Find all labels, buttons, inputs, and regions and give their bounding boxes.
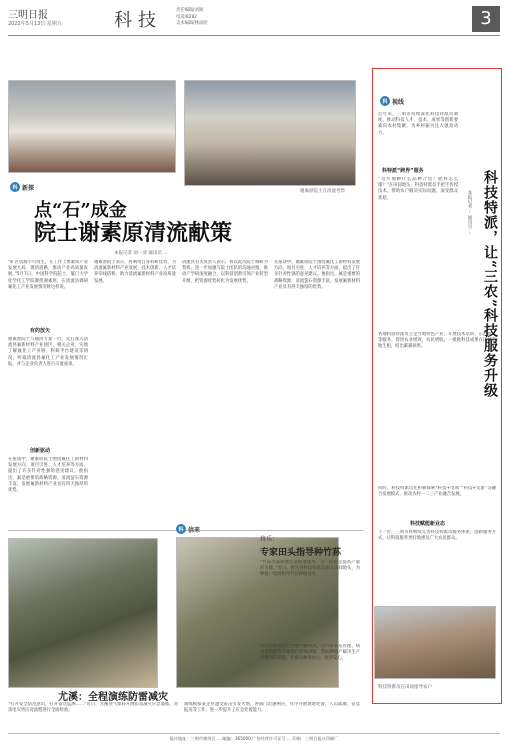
column-badge <box>380 96 404 106</box>
lead-headline: 院士谢素原清流献策 <box>34 220 233 246</box>
lead-paragraph: 在座谈中，谢素原院士围绕氟化工新材料发展方向、项目引进、人才培养等方面，提出了许多针对性强的意见建议。他指出，氟是重要的战略资源，清流萤石资源丰富，发展氟新材料产业具有得天独厚的优势。 <box>274 260 360 290</box>
staff-line: 美术编辑/林雨欣 <box>176 21 208 26</box>
mentor-paragraph: “竹荪出菇期要注意保湿通风，这一阶段是提高产量的关键。”近日，将乐县科技特派员深入田间地头，为种植户现场指导竹荪种植技术。 <box>260 560 360 578</box>
lead-subhead: 创新驱动 <box>30 448 51 454</box>
drill-photo <box>8 538 158 688</box>
drill-paragraph: 演练模拟某企业遭受雷击引发火情，各部门迅速响应，有序开展现场处置、人员疏散、信息报送等工作，进一步提升了应急处置能力。 <box>184 702 360 714</box>
lead-photo-group <box>184 80 356 186</box>
sidebar-byline: 本报记者 ... 通讯员 ... <box>467 190 472 235</box>
badge-icon: 科 <box>176 524 186 534</box>
lead-headline-kicker: 点“石”成金 <box>34 200 127 221</box>
photo-caption: 谢素原院士在清流考察 <box>300 189 345 194</box>
column-badge <box>176 524 200 534</box>
lead-photo-meeting <box>8 80 176 173</box>
sidebar-photo <box>374 606 496 679</box>
footer-rule <box>8 733 500 734</box>
issue-date: 2022年5月13日 星期五 <box>8 21 62 27</box>
footer-text: 报社地址：三明市梅列区 ... 邮编：365000 广告经营许可证号 ... 印刷：三明日报社印刷厂 <box>169 736 339 741</box>
lead-paragraph: 清流县有关负责人表示，将以此次院士调研为契机，进一步加强与院士团队的沟通对接，推动产学研深度融合，以科技创新引领产业转型升级，把资源优势转化为发展优势。 <box>182 260 268 284</box>
sidebar-paragraph: 下一步，三明市将继续完善科技特派员服务体系，创新服务方式，让科技服务更好地惠及广大农民群众。 <box>378 530 496 542</box>
masthead: 三明日报 <box>8 10 48 21</box>
badge-label: 视线 <box>392 98 405 106</box>
mentor-kicker: 将乐： <box>260 536 279 543</box>
sidebar-paragraph: 近年来，三明市持续深化科技特派员制度，推动科技人才、技术、成果等创新要素向农村集聚，为乡村振兴注入强劲动力。 <box>378 112 458 136</box>
staff-info <box>176 8 208 28</box>
photo-caption: 科技特派员在田间指导农户 <box>378 685 432 690</box>
section-title: 科技 <box>114 10 162 31</box>
sidebar-subhead: 科技赋能新业态 <box>410 521 446 527</box>
sidebar-subhead: 科特派“跨界”服务 <box>382 168 424 174</box>
lead-subhead: 有的放矢 <box>30 328 51 334</box>
lead-byline: 本报记者 刘一清 通讯员 ... <box>114 251 168 256</box>
sidebar-paragraph: “这片地种什么品种合适？肥料怎么施？”在田间地头，科技特派员手把手传授技术，帮助农户解决实际问题，深受群众欢迎。 <box>378 177 458 201</box>
lead-paragraph: 谢素原院士表示，将利用自身科研优势，为清流氟新材料产业发展、技术创新、人才培养牵线搭桥，助力清流氟新材料产业高质量发展。 <box>94 260 176 284</box>
mentor-headline: 专家田头指导种竹荪 <box>260 548 342 558</box>
badge-icon: 科 <box>10 182 20 192</box>
page-number: 3 <box>472 6 500 32</box>
mentor-paragraph: 科技特派员结合当地气候特点，对竹荪栽培管理、病虫害防治等方面进行详细讲解，帮助种植户解决生产中遇到的难题，让群众种得放心、收得安心。 <box>260 644 360 662</box>
staff-line: 电话/8282 <box>176 14 197 20</box>
sidebar-headline: 科技特派，让“三农”科技服务升级 <box>482 170 498 399</box>
column-badge <box>10 182 34 192</box>
badge-label: 信来 <box>188 526 201 534</box>
drill-paragraph: “打开安全防范意识，打开雷达监测……”近日，尤溪县气象局开展防雷减灾应急演练，对雷电灾害应对流程进行全面检验。 <box>8 702 178 714</box>
lead-paragraph: “矿区资源不可再生，在工作上要紧扣产业发展大局，理清思路，推动产业高质量发展。”5月7日，中国科学院院士、厦门大学化学化工学院教授谢素原，在清流县调研氟化工产业发展情况时这样说。 <box>8 260 88 290</box>
lead-paragraph: 谢素原院士与随同专家一行，先后深入清流县氟新材料产业园区、相关企业，实地了解氟化工产业链、科研平台建设等情况，听取清流县氟化工产业发展情况汇报，并与企业负责人进行交流座谈。 <box>8 337 88 367</box>
sidebar-paragraph: 同时，科技特派员还积极探索“科技+电商”“科技+文旅”等融合发展模式，推动农村一二三产业融合发展。 <box>378 486 496 498</box>
lead-paragraph: 在座谈中，谢素原院士围绕氟化工新材料发展方向、项目引进、人才培养等方面，提出了许多针对性强的意见建议。他指出，氟是重要的战略资源，清流萤石资源丰富，发展氟新材料产业具有得天独厚的优势。 <box>8 457 88 494</box>
badge-label: 新探 <box>22 184 35 192</box>
drill-headline: 尤溪：全程演练防雷减灾 <box>58 692 168 703</box>
staff-line: 责任编辑/刘闽 <box>176 8 204 13</box>
header-rule <box>8 35 500 36</box>
sidebar-paragraph: 各地科技特派员立足当地特色产业，开展技术培训、示范推广等服务，促进农业增效、农民增收。一批批科技成果在田间落地生根，结出累累硕果。 <box>378 332 496 350</box>
badge-icon: 科 <box>380 96 390 106</box>
